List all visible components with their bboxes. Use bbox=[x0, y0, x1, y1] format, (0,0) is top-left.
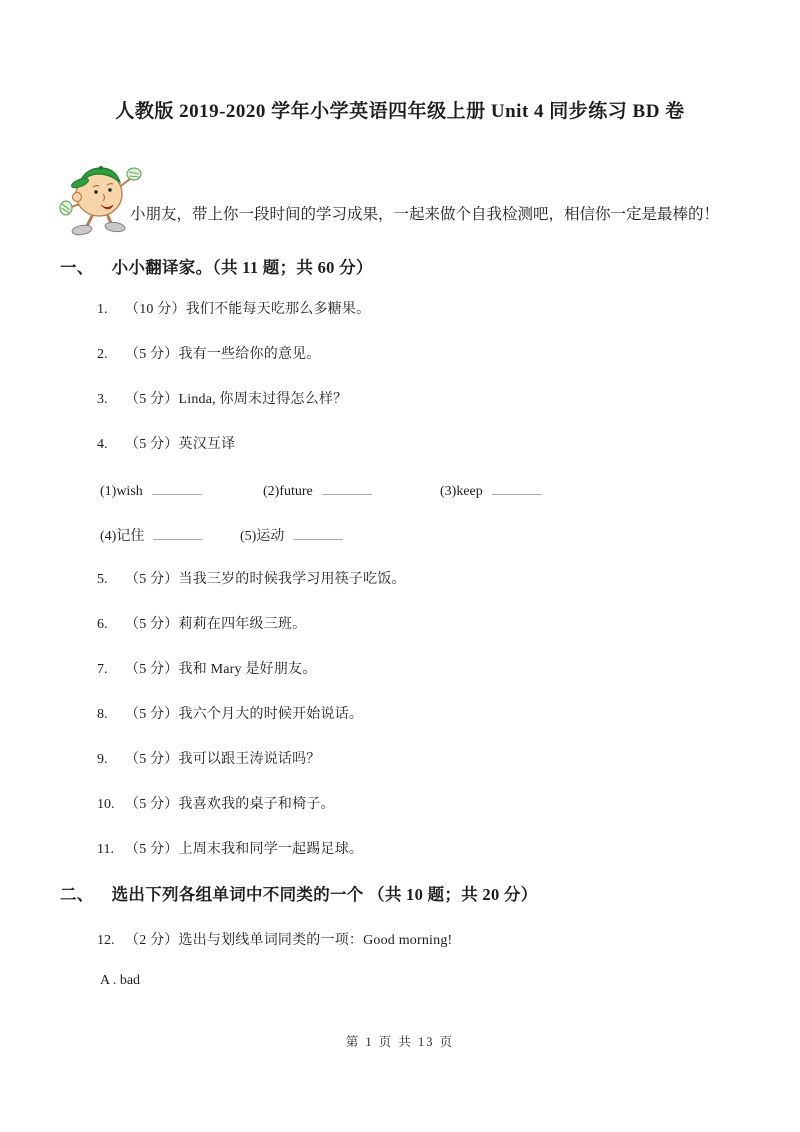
question-text: （5 分）我和 Mary 是好朋友。 bbox=[125, 662, 317, 677]
question-text: （5 分）我有一些给你的意见。 bbox=[125, 347, 321, 362]
question-row-9 bbox=[0, 745, 800, 790]
section-1-title: 小小翻译家。（共 11 题；共 60 分） bbox=[111, 258, 373, 277]
blank-line bbox=[153, 525, 203, 540]
question-text: （10 分）我们不能每天吃那么多糖果。 bbox=[125, 302, 371, 317]
blank-item-yundong bbox=[240, 525, 343, 545]
blank-item-wish bbox=[100, 480, 202, 500]
intro-text: 小朋友，带上你一段时间的学习成果，一起来做个自我检测吧，相信你一定是最棒的！ bbox=[130, 206, 720, 223]
question-number: 2. bbox=[97, 347, 108, 362]
blank-item-future bbox=[263, 480, 372, 500]
question-number: 8. bbox=[97, 707, 108, 722]
question-text: （5 分）英汉互译 bbox=[125, 437, 236, 452]
question-text: （5 分）我六个月大的时候开始说话。 bbox=[125, 707, 364, 722]
option-a: A . bad bbox=[100, 973, 141, 988]
blank-line bbox=[293, 525, 343, 540]
question-number: 1. bbox=[97, 302, 108, 317]
question-text: （2 分）选出与划线单词同类的一项：Good morning! bbox=[125, 933, 453, 948]
blank-line bbox=[492, 480, 542, 495]
question-text: （5 分）当我三岁的时候我学习用筷子吃饭。 bbox=[125, 572, 406, 587]
question-number: 3. bbox=[97, 392, 108, 407]
question-text: （5 分）我可以跟王涛说话吗？ bbox=[125, 752, 321, 767]
section-2-number: 二、 bbox=[60, 885, 94, 904]
question-number: 4. bbox=[97, 437, 108, 452]
question-row-7 bbox=[0, 655, 800, 700]
question-list bbox=[0, 295, 800, 880]
question-row-1 bbox=[0, 295, 800, 340]
question-number: 5. bbox=[97, 572, 108, 587]
translation-blank-row-2 bbox=[0, 520, 800, 565]
question-text: （5 分）我喜欢我的桌子和椅子。 bbox=[125, 797, 335, 812]
question-row-5 bbox=[0, 565, 800, 610]
page-title: 人教版 2019-2020 学年小学英语四年级上册 Unit 4 同步练习 BD 卷 bbox=[115, 101, 685, 122]
section-2-title: 选出下列各组单词中不同类的一个 （共 10 题；共 20 分） bbox=[111, 885, 538, 904]
blank-item-jizhu bbox=[100, 525, 203, 545]
blank-label: (3)keep bbox=[440, 484, 483, 499]
section-1-heading bbox=[60, 254, 373, 278]
blank-label: (4)记住 bbox=[100, 529, 145, 544]
question-row-8 bbox=[0, 700, 800, 745]
question-row-6 bbox=[0, 610, 800, 655]
question-row-10 bbox=[0, 790, 800, 835]
question-text: （5 分）莉莉在四年级三班。 bbox=[125, 617, 307, 632]
blank-label: (1)wish bbox=[100, 484, 143, 499]
question-number: 9. bbox=[97, 752, 108, 767]
question-number: 6. bbox=[97, 617, 108, 632]
question-text: （5 分）上周末我和同学一起踢足球。 bbox=[125, 842, 364, 857]
blank-item-keep bbox=[440, 480, 542, 500]
question-number: 11. bbox=[97, 842, 114, 857]
page-footer: 第 1 页 共 13 页 bbox=[345, 1035, 455, 1049]
section-1-number: 一、 bbox=[60, 258, 94, 277]
question-row-2 bbox=[0, 340, 800, 385]
question-row-3 bbox=[0, 385, 800, 430]
blank-label: (2)future bbox=[263, 484, 313, 499]
question-row-12-wrap bbox=[0, 926, 800, 971]
question-number: 10. bbox=[97, 797, 115, 812]
blank-line bbox=[322, 480, 372, 495]
question-row-12 bbox=[0, 926, 800, 971]
question-number: 7. bbox=[97, 662, 108, 677]
question-row-4 bbox=[0, 430, 800, 475]
question-text: （5 分）Linda, 你周末过得怎么样？ bbox=[125, 392, 348, 407]
question-number: 12. bbox=[97, 933, 115, 948]
cartoon-boy-icon bbox=[55, 152, 147, 244]
blank-label: (5)运动 bbox=[240, 529, 285, 544]
section-2-heading bbox=[60, 881, 538, 905]
question-row-11 bbox=[0, 835, 800, 880]
translation-blank-row-1 bbox=[0, 475, 800, 520]
blank-line bbox=[152, 480, 202, 495]
